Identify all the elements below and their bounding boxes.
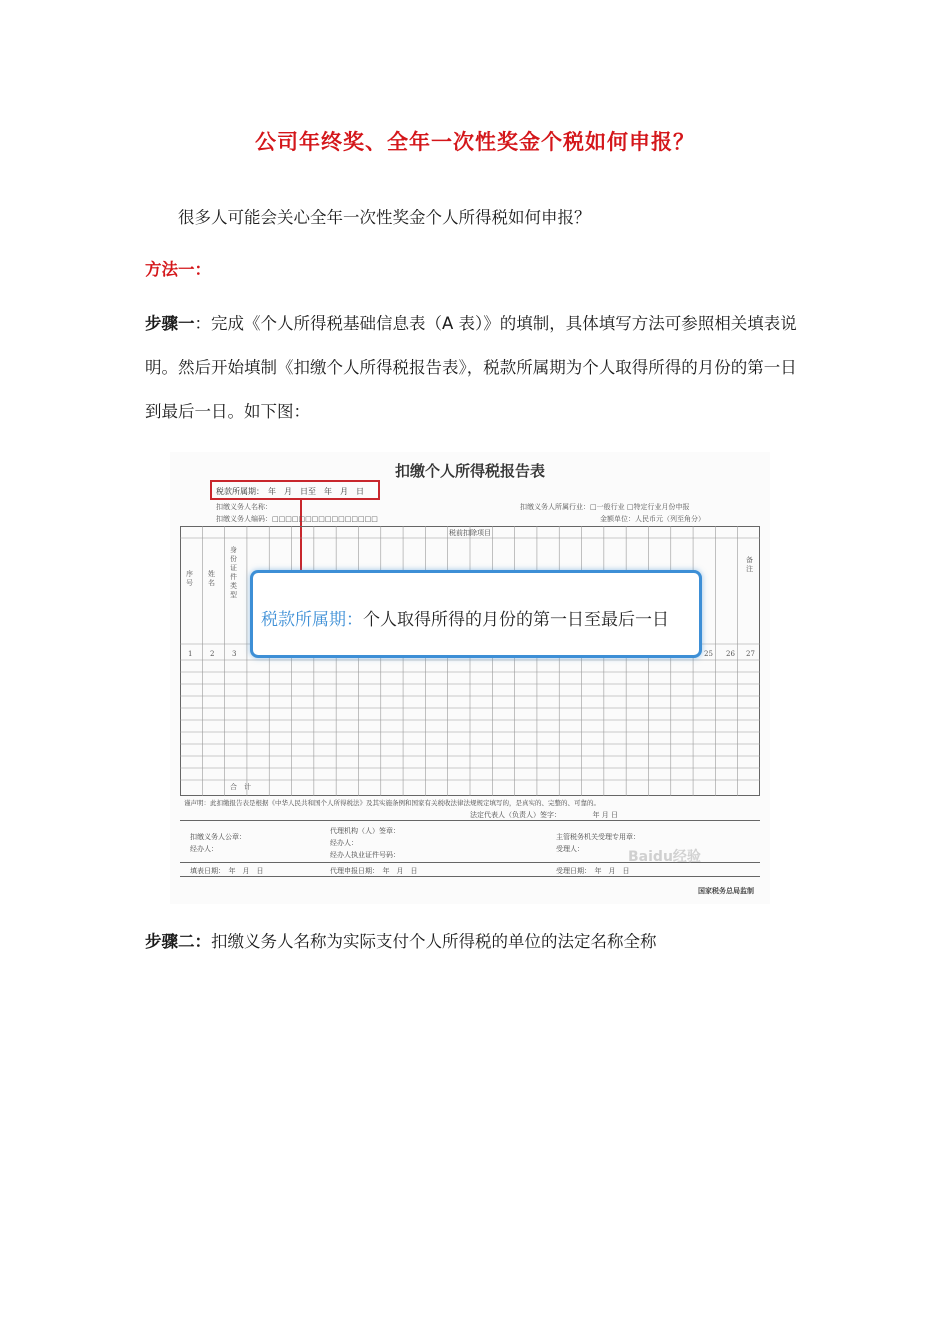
fill-date-label: 填表日期： 年 月 日 bbox=[190, 867, 264, 875]
receiver-label: 受理人： bbox=[556, 845, 584, 853]
form-grid bbox=[180, 526, 760, 796]
form-screenshot bbox=[170, 452, 770, 904]
form-footer: 国家税务总局监制 bbox=[698, 886, 754, 895]
callout-label: 税款所属期： bbox=[261, 610, 363, 630]
form-grid-lines bbox=[180, 526, 760, 796]
col-num-3: 3 bbox=[232, 650, 237, 658]
col-num-25: 25 bbox=[704, 650, 713, 658]
col-num-2: 2 bbox=[210, 650, 215, 658]
agent-seal-label: 扣缴义务人公章： bbox=[190, 833, 246, 841]
receive-date-label: 受理日期： 年 月 日 bbox=[556, 867, 630, 875]
col-num-26: 26 bbox=[726, 650, 735, 658]
form-title: 扣缴个人所得税报告表 bbox=[394, 462, 545, 480]
agency-date-label: 代理申报日期： 年 月 日 bbox=[330, 867, 418, 875]
col-num-1: 1 bbox=[188, 650, 193, 658]
col-header-id-type: 身份证件类型 bbox=[230, 546, 237, 599]
col-header-seq: 序号 bbox=[186, 570, 193, 587]
total-label: 合 计 bbox=[230, 783, 251, 791]
declaration-text: 谨声明：此扣缴报告表是根据《中华人民共和国个人所得税法》及其实施条例和国家有关税收法律法规规定填写的，是真实的、完整的、可靠的。 bbox=[184, 799, 600, 807]
tax-office-label: 主管税务机关受理专用章： bbox=[556, 833, 640, 841]
method-heading: 方法一： bbox=[145, 260, 211, 279]
intro-paragraph: 很多人可能会关心全年一次性奖金个人所得税如何申报？ bbox=[178, 208, 591, 227]
signature-block bbox=[180, 796, 760, 886]
step2-paragraph bbox=[145, 928, 810, 952]
watermark: Baidu经验 bbox=[628, 849, 701, 865]
agency-cert-label: 经办人执业证件号码： bbox=[330, 851, 400, 859]
legal-rep-line: 法定代表人（负责人）签字： 年 月 日 bbox=[470, 811, 618, 819]
col-group-label: 税前扣除项目 bbox=[449, 529, 491, 537]
agent-code-label: 扣缴义务人编码：□□□□□□□□□□□□□□□□ bbox=[216, 515, 378, 523]
page-title: 公司年终奖、全年一次性奖金个税如何申报？ bbox=[255, 130, 695, 154]
col-num-27: 27 bbox=[746, 650, 755, 658]
period-highlight bbox=[210, 480, 380, 500]
handler-label: 经办人： bbox=[190, 845, 218, 853]
step2-label: 步骤二： bbox=[145, 932, 211, 951]
currency-label: 金额单位：人民币元（列至角分） bbox=[600, 515, 705, 523]
industry-label: 扣缴义务人所属行业：□一般行业 □特定行业月份申报 bbox=[520, 503, 690, 511]
col-header-remark: 备注 bbox=[746, 556, 753, 573]
col-header-name: 姓名 bbox=[208, 570, 215, 587]
period-callout bbox=[250, 570, 702, 658]
step1-paragraph bbox=[145, 302, 810, 434]
callout-body: 个人取得所得的月份的第一日至最后一日 bbox=[363, 610, 669, 630]
step2-text: 扣缴义务人名称为实际支付个人所得税的单位的法定名称全称 bbox=[211, 932, 657, 951]
step1-label: 步骤一 bbox=[145, 314, 195, 333]
agency-seal-label: 代理机构（人）签章： bbox=[330, 827, 400, 835]
period-field: 税款所属期： 年 月 日至 年 月 日 bbox=[216, 487, 364, 496]
agency-handler-label: 经办人： bbox=[330, 839, 358, 847]
agent-name-label: 扣缴义务人名称： bbox=[216, 503, 272, 511]
callout-text bbox=[261, 605, 669, 630]
step1-text: ：完成《个人所得税基础信息表（A 表）》的填制，具体填写方法可参照相关填表说明。然后开始填制《扣缴个人所得税报告表》，税款所属期为个人取得所得的月份的第一日到最后一日。如下图： bbox=[145, 314, 797, 421]
